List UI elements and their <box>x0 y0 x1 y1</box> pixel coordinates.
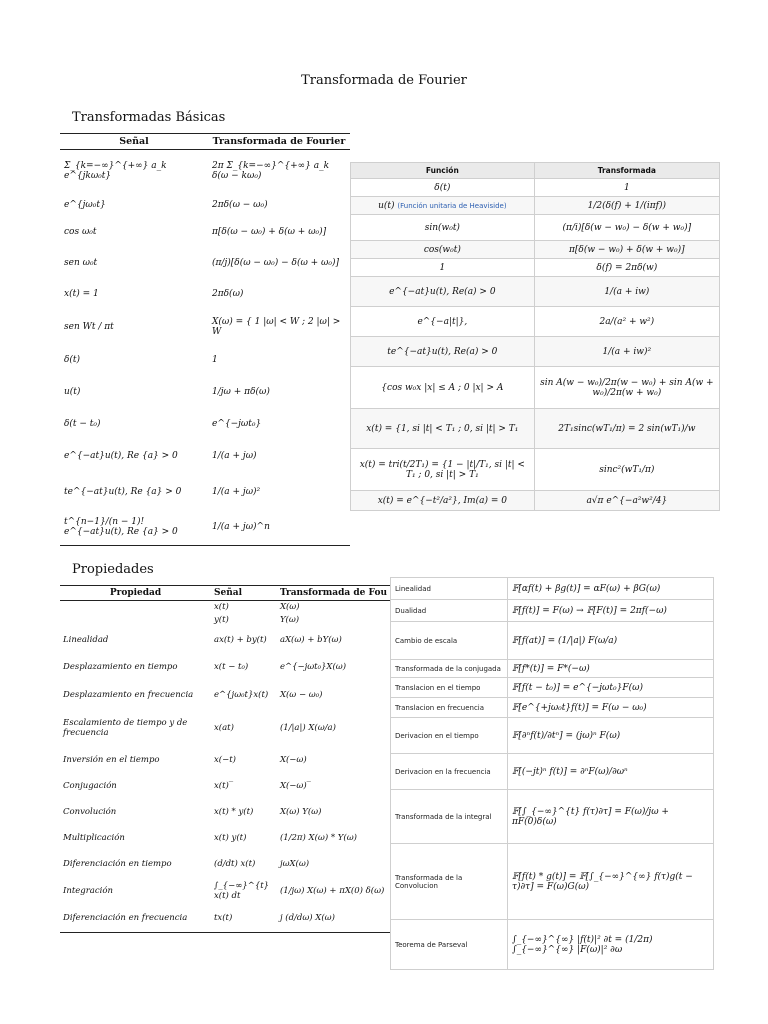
transform-cell: X(−ω)‾ <box>279 780 311 791</box>
transform-cell: X(ω − ω₀) <box>279 689 323 700</box>
signal-cell: δ(t − t₀) <box>64 418 101 429</box>
transform-cell: X(ω) Y(ω) <box>279 806 322 817</box>
signal-cell: x(t − t₀) <box>214 661 249 672</box>
property-cell: Diferenciación en frecuencia <box>60 905 211 933</box>
function-cell: e^{−a|t|}, <box>351 307 535 337</box>
property-cell: Desplazamiento en tiempo <box>63 661 178 672</box>
transform-cell: (1/2π) X(ω) * Y(ω) <box>279 832 357 843</box>
formula-cell: 𝔽[f*(t)] = F*(−ω) <box>508 660 714 678</box>
formula-cell: 𝔽[f(t − t₀)] = e^{−jωt₀}F(ω) <box>508 678 714 698</box>
function-cell: e^{−at}u(t), Re(a) > 0 <box>351 277 535 307</box>
signal-cell: sen ω₀t <box>64 257 98 268</box>
property-name-cell: Linealidad <box>391 578 508 600</box>
signal-cell: δ(t) <box>64 354 81 365</box>
transform-cell: e^{−jωt₀} <box>212 418 262 429</box>
signal-cell: t^{n−1}/(n − 1)! e^{−at}u(t), Re {a} > 0 <box>60 510 208 546</box>
transform-cell: (1/|a|) X(ω/a) <box>279 722 336 733</box>
property-name-cell: Translacion en el tiempo <box>391 678 508 698</box>
signal-cell: x(t) <box>214 602 229 613</box>
property-name-cell: Teorema de Parseval <box>391 920 508 970</box>
signal-cell: cos ω₀t <box>64 226 97 237</box>
col-header-transform: Transformada <box>534 163 719 179</box>
signal-cell: x(t) y(t) <box>214 832 247 843</box>
signal-cell: x(t)‾ <box>214 780 234 791</box>
col-header-signal: Señal <box>60 134 208 150</box>
function-cell: 1 <box>351 259 535 277</box>
signal-cell: y(t) <box>214 615 229 625</box>
transform-cell: sinc²(wT₁/π) <box>534 449 719 491</box>
transform-cell: 1/(a + jω) <box>212 450 257 461</box>
transform-cell: a√π e^{−a²w²/4} <box>534 491 719 511</box>
transform-cell: j (d/dω) X(ω) <box>277 905 390 933</box>
function-text: u(t) <box>378 200 395 211</box>
transform-cell: 1 <box>534 179 719 197</box>
formula-cell: 𝔽[∫_{−∞}^{t} f(τ)∂τ] = F(ω)/jω + πF(0)δ(ω) <box>508 790 714 844</box>
properties-table <box>60 585 390 933</box>
col-header-transform: Transformada de Fourier <box>208 134 350 150</box>
property-name-cell: Transformada de la integral <box>391 790 508 844</box>
transform-cell: 1/(a + jω)² <box>212 486 261 497</box>
property-cell: Linealidad <box>63 634 109 645</box>
formula-cell: 𝔽[e^{+jω₀t}f(t)] = F(ω − ω₀) <box>508 698 714 718</box>
signal-cell: x(at) <box>214 722 234 733</box>
signal-cell: ∫_{−∞}^{t} x(t) dt <box>214 880 270 901</box>
property-cell: Conjugación <box>63 780 117 791</box>
transform-cell: π[δ(w − w₀) + δ(w + w₀)] <box>534 241 719 259</box>
signal-cell: sen Wt / πt <box>64 321 114 332</box>
signal-cell: te^{−at}u(t), Re {a} > 0 <box>64 486 182 497</box>
transform-cell: (1/jω) X(ω) + πX(0) δ(ω) <box>279 885 385 896</box>
transform-cell: 2πδ(ω) <box>212 288 244 299</box>
transform-cell: e^{−jωt₀}X(ω) <box>279 661 347 672</box>
formula-cell: 𝔽[f(t)] = F(ω) → 𝔽[F(t)] = 2πf(−ω) <box>508 600 714 622</box>
col-header-transform: Transformada de Fou <box>277 586 390 601</box>
col-header-property: Propiedad <box>60 586 211 601</box>
property-cell: Convolución <box>63 806 117 817</box>
function-cell: cos(w₀t) <box>351 241 535 259</box>
function-cell: x(t) = {1, si |t| < T₁ ; 0, si |t| > T₁ <box>351 409 535 449</box>
signal-cell: tx(t) <box>211 905 277 933</box>
transform-cell: 2π Σ_{k=−∞}^{+∞} a_k δ(ω − kω₀) <box>212 160 330 181</box>
transform-cell: (π/i)[δ(w − w₀) − δ(w + w₀)] <box>534 215 719 241</box>
page-title: Transformada de Fourier <box>301 73 467 88</box>
transform-cell: π[δ(ω − ω₀) + δ(ω + ω₀)] <box>212 226 327 237</box>
property-name-cell: Derivacion en el tiempo <box>391 718 508 754</box>
transform-cell: (π/j)[δ(ω − ω₀) − δ(ω + ω₀)] <box>212 257 340 268</box>
function-cell: te^{−at}u(t), Re(a) > 0 <box>351 337 535 367</box>
property-cell: Integración <box>63 885 113 896</box>
transform-cell: 1/(a + iw)² <box>534 337 719 367</box>
function-cell: δ(t) <box>351 179 535 197</box>
function-cell: x(t) = tri(t/2T₁) = {1 − |t|/T₁, si |t| < T₁ ; 0, si |t| > T₁ <box>351 449 535 491</box>
col-header-function: Función <box>351 163 535 179</box>
transform-cell: 1 <box>212 354 218 365</box>
signal-cell: Σ_{k=−∞}^{+∞} a_k e^{jkω₀t} <box>64 160 167 181</box>
formula-cell: 𝔽[∂ⁿf(t)/∂tⁿ] = (jω)ⁿ F(ω) <box>508 718 714 754</box>
formula-cell: 𝔽[f(at)] = (1/|a|) F(ω/a) <box>508 622 714 660</box>
property-name-cell: Derivacion en la frecuencia <box>391 754 508 790</box>
transform-cell: 1/2(δ(f) + 1/(iπf)) <box>534 197 719 215</box>
formula-cell: ∫_{−∞}^{∞} |f(t)|² ∂t = (1/2π) ∫_{−∞}^{∞} |F(ω)|² ∂ω <box>508 920 714 970</box>
formula-cell: 𝔽[(−jt)ⁿ f(t)] = ∂ⁿF(ω)/∂ωⁿ <box>508 754 714 790</box>
transform-cell: 1/jω + πδ(ω) <box>212 386 270 397</box>
transform-cell: jωX(ω) <box>279 858 310 869</box>
function-cell: {cos w₀x |x| ≤ A ; 0 |x| > A <box>351 367 535 409</box>
function-transform-table <box>350 162 720 511</box>
property-cell: Diferenciación en tiempo <box>63 858 172 869</box>
signal-cell: ax(t) + by(t) <box>214 634 267 645</box>
basic-heading: Transformadas Básicas <box>72 110 226 125</box>
signal-cell: x(t) * y(t) <box>214 806 254 817</box>
property-cell: Inversión en el tiempo <box>63 754 160 765</box>
function-cell: sin(w₀t) <box>351 215 535 241</box>
function-cell <box>351 197 535 215</box>
property-name-cell: Transformada de la Convolucion <box>391 844 508 920</box>
transform-cell: X(−ω) <box>279 754 307 765</box>
formula-cell: 𝔽[αf(t) + βg(t)] = αF(ω) + βG(ω) <box>508 578 714 600</box>
property-name-cell: Dualidad <box>391 600 508 622</box>
property-cell: Escalamiento de tiempo y de frecuencia <box>63 717 188 738</box>
transform-cell: aX(ω) + bY(ω) <box>279 634 342 645</box>
formula-cell: 𝔽[f(t) * g(t)] = 𝔽[∫_{−∞}^{∞} f(τ)g(t − τ)∂τ] = F(ω)G(ω) <box>508 844 714 920</box>
signal-cell: (d/dt) x(t) <box>214 858 256 869</box>
property-name-cell: Translacion en frecuencia <box>391 698 508 718</box>
signal-cell: e^{−at}u(t), Re {a} > 0 <box>64 450 178 461</box>
transform-cell: 2T₁sinc(wT₁/π) = 2 sin(wT₁)/w <box>534 409 719 449</box>
transform-cell: 2πδ(ω − ω₀) <box>212 199 268 210</box>
signal-cell: e^{jω₀t} <box>64 199 106 210</box>
transform-cell: X(ω) = { 1 |ω| < W ; 2 |ω| > W <box>212 316 341 337</box>
col-header-signal: Señal <box>211 586 277 601</box>
transform-cell: Y(ω) <box>279 615 300 625</box>
transform-cell: 1/(a + iw) <box>534 277 719 307</box>
function-cell: x(t) = e^{−t²/a²}, Im(a) = 0 <box>351 491 535 511</box>
signal-cell: e^{jω₀t}x(t) <box>214 689 269 700</box>
transform-cell: 2a/(a² + w²) <box>534 307 719 337</box>
transform-cell: X(ω) <box>279 602 300 613</box>
properties-heading: Propiedades <box>72 562 154 577</box>
transform-cell: 1/(a + jω)^n <box>208 510 350 546</box>
signal-cell: x(−t) <box>214 754 236 765</box>
property-name-cell: Cambio de escala <box>391 622 508 660</box>
signal-cell: x(t) = 1 <box>64 288 99 299</box>
signal-cell: u(t) <box>64 386 81 397</box>
heaviside-link[interactable]: (Función unitaria de Heaviside) <box>397 201 507 210</box>
transform-cell: δ(f) = 2πδ(w) <box>534 259 719 277</box>
fourier-properties-table <box>390 577 714 970</box>
property-cell: Multiplicación <box>63 832 125 843</box>
property-cell: Desplazamiento en frecuencia <box>63 689 194 700</box>
property-name-cell: Transformada de la conjugada <box>391 660 508 678</box>
transform-cell: sin A(w − w₀)/2π(w − w₀) + sin A(w + w₀)/2π(w + w₀) <box>534 367 719 409</box>
basic-transforms-table <box>60 133 350 546</box>
